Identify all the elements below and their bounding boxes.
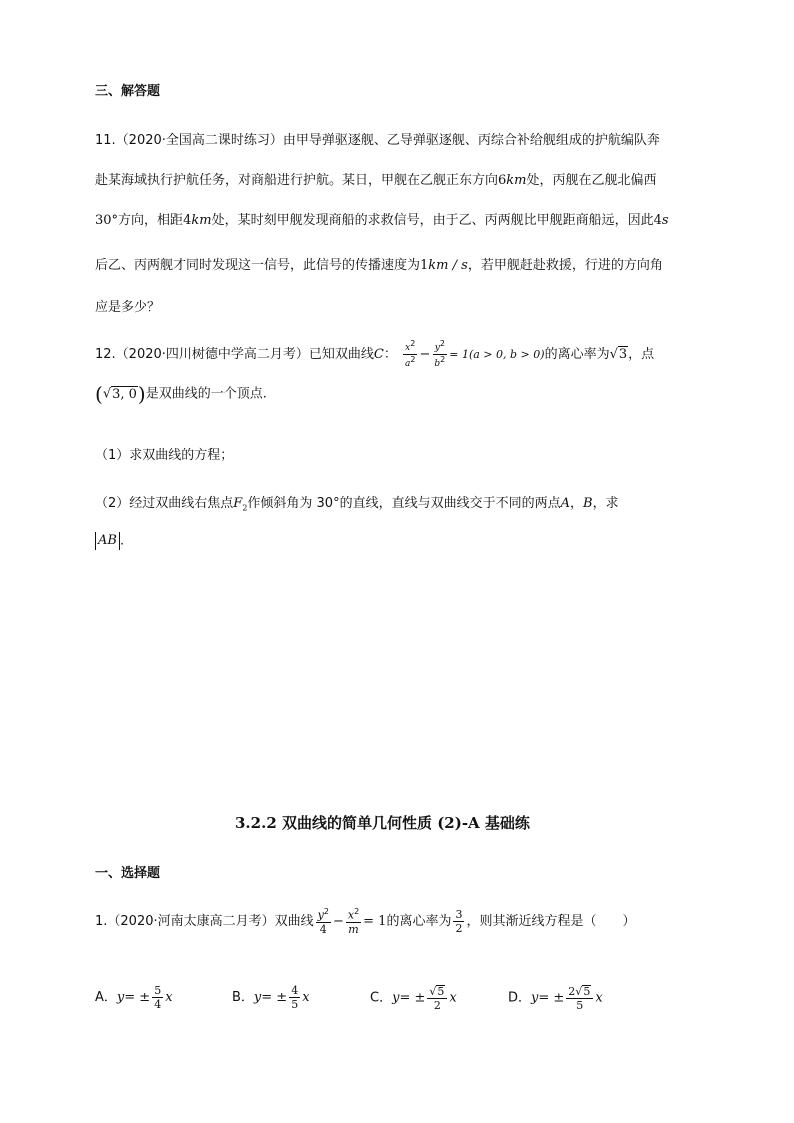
q12-condition: = 1(a > 0, b > 0) xyxy=(449,348,545,361)
sqrt-icon: √ xyxy=(609,347,618,362)
q11-distance-unit: km xyxy=(191,213,212,228)
q11-speed-value: 1 xyxy=(420,258,429,273)
right-paren-icon: ) xyxy=(137,382,146,406)
q11-time-value: 4 xyxy=(653,213,662,228)
q1-line: 1.（2020·河南太康高二月考）双曲线 $\frac{y^2}{4}$ − $\frac{x^2}{m}$ = 1的离心率为 $\frac{3}{2}$ ，则其渐近线方程是（ ） xyxy=(95,907,636,936)
option-label: A． xyxy=(95,990,117,1005)
q11-time-unit: s xyxy=(661,213,669,228)
q12-text: 的离心率为 xyxy=(544,347,610,362)
q11-line-5: 应是多少？ xyxy=(95,300,161,315)
q11-distance-value: 6 xyxy=(498,173,507,188)
q1-eccentricity: $\frac{3}{2}$ xyxy=(455,907,463,935)
q11-speed-unit: km / s xyxy=(428,258,468,273)
q1-equals-one: = 1 xyxy=(363,913,387,929)
q11-text: 处，丙舰在乙舰北偏西 xyxy=(526,173,657,188)
q11-text: ，若甲舰赶赴救援，行进的方向角 xyxy=(467,258,663,273)
q12-line-1: 12.（2020·四川树德中学高二月考）已知双曲线C： $\frac{x^2}{a^2}$ − $\frac{y^2}{b^2}$ = 1(a > 0, b > 0)的离心率为√3，点 xyxy=(95,339,655,369)
q11-text: 处，某时刻甲舰发现商船的求救信号，由于乙、丙两舰比甲舰距商船远，因此 xyxy=(211,213,654,228)
sqrt-icon: √ xyxy=(429,985,437,998)
q12-text: （2）经过双曲线右焦点 xyxy=(95,496,234,511)
q11-line-2 xyxy=(95,169,657,188)
q12-text: 作倾斜角为 30°的直线，直线与双曲线交于不同的两点 xyxy=(247,496,561,511)
q12-point-a: A xyxy=(560,496,570,511)
q1-text: ，则其渐近线方程是（ ） xyxy=(466,913,636,929)
q11-angle: 30° xyxy=(95,213,119,228)
q12-text: 12.（2020·四川树德中学高二月考）已知双曲线 xyxy=(95,347,374,362)
q11-text: 方向，相距 xyxy=(118,213,184,228)
q1-fraction-x: $\frac{x^2}{m}$ xyxy=(347,907,360,936)
q12-text: . xyxy=(119,533,125,549)
option-label: C． xyxy=(370,990,393,1006)
q11-line-1: 11.（2020·全国高二课时练习）由甲导弹驱逐舰、乙导弹驱逐舰、丙综合补给舰组成的护航编队奔 xyxy=(95,133,660,148)
q12-text: ，求 xyxy=(592,496,619,511)
q12-curve-name: C xyxy=(373,347,384,362)
option-label: D． xyxy=(508,990,532,1006)
section-heading-choice: 一、选择题 xyxy=(95,866,161,881)
q12-fraction-x: $\frac{x^2}{a^2}$ xyxy=(405,339,416,369)
q12-part-2: （2）经过双曲线右焦点$F_2$作倾斜角为 30°的直线，直线与双曲线交于不同的两点A，B，求 xyxy=(95,496,619,513)
q12-part-1: （1）求双曲线的方程； xyxy=(95,448,234,463)
option-c[interactable]: C．y= ± $\frac{√5}{2}$ x xyxy=(370,985,457,1012)
option-b-fraction: $\frac{4}{5}$ xyxy=(291,984,299,1011)
q11-line-3 xyxy=(95,209,669,228)
option-a-fraction: $\frac{5}{4}$ xyxy=(154,984,162,1011)
q12-text: 是双曲线的一个顶点. xyxy=(145,386,267,402)
q11-line-4 xyxy=(95,254,663,273)
option-label: B． xyxy=(232,990,254,1005)
q12-point-b: B xyxy=(583,496,593,511)
q12-colon: ： xyxy=(383,347,397,362)
option-d[interactable]: D．y= ± $\frac{2√5}{5}$ x xyxy=(508,985,603,1012)
option-c-fraction: $\frac{√5}{2}$ xyxy=(427,985,447,1011)
q12-text: ，点 xyxy=(628,347,655,362)
q1-fraction-y: $\frac{y^2}{4}$ xyxy=(317,907,329,936)
q12-part-2-cont xyxy=(95,532,124,550)
q12-focus: F xyxy=(233,496,243,511)
q12-point: 3, 0 xyxy=(112,386,137,402)
q1-text: 的离心率为 xyxy=(386,913,452,929)
q11-text: 后乙、丙两舰才同时发现这一信号，此信号的传播速度为 xyxy=(95,258,421,273)
section-heading-answers: 三、解答题 xyxy=(95,84,161,99)
option-b[interactable]: B．y= ± $\frac{4}{5}$ x xyxy=(232,984,310,1011)
q12-sqrt-value: 3 xyxy=(618,347,628,362)
q1-text: 1.（2020·河南太康高二月考）双曲线 xyxy=(95,913,314,929)
sqrt-icon: √ xyxy=(575,985,583,998)
q12-focus-sub: 2 xyxy=(242,503,248,513)
q11-text: 赴某海域执行护航任务，对商船进行护航。某日，甲舰在乙舰正东方向 xyxy=(95,173,499,188)
option-d-fraction: $\frac{2√5}{5}$ xyxy=(566,985,593,1011)
q11-distance-value: 4 xyxy=(183,213,192,228)
q12-line-2 xyxy=(95,382,267,406)
q11-distance-unit: km xyxy=(506,173,527,188)
q12-abs-ab: AB xyxy=(95,532,120,550)
q12-fraction-y: $\frac{y^2}{b^2}$ xyxy=(434,339,446,369)
option-a[interactable]: A．y= ± $\frac{5}{4}$ x xyxy=(95,984,173,1011)
left-paren-icon: ( xyxy=(95,382,103,406)
lesson-title: 3.2.2 双曲线的简单几何性质 (2)-A 基础练 xyxy=(235,814,530,832)
sqrt-icon: √ xyxy=(102,386,112,402)
